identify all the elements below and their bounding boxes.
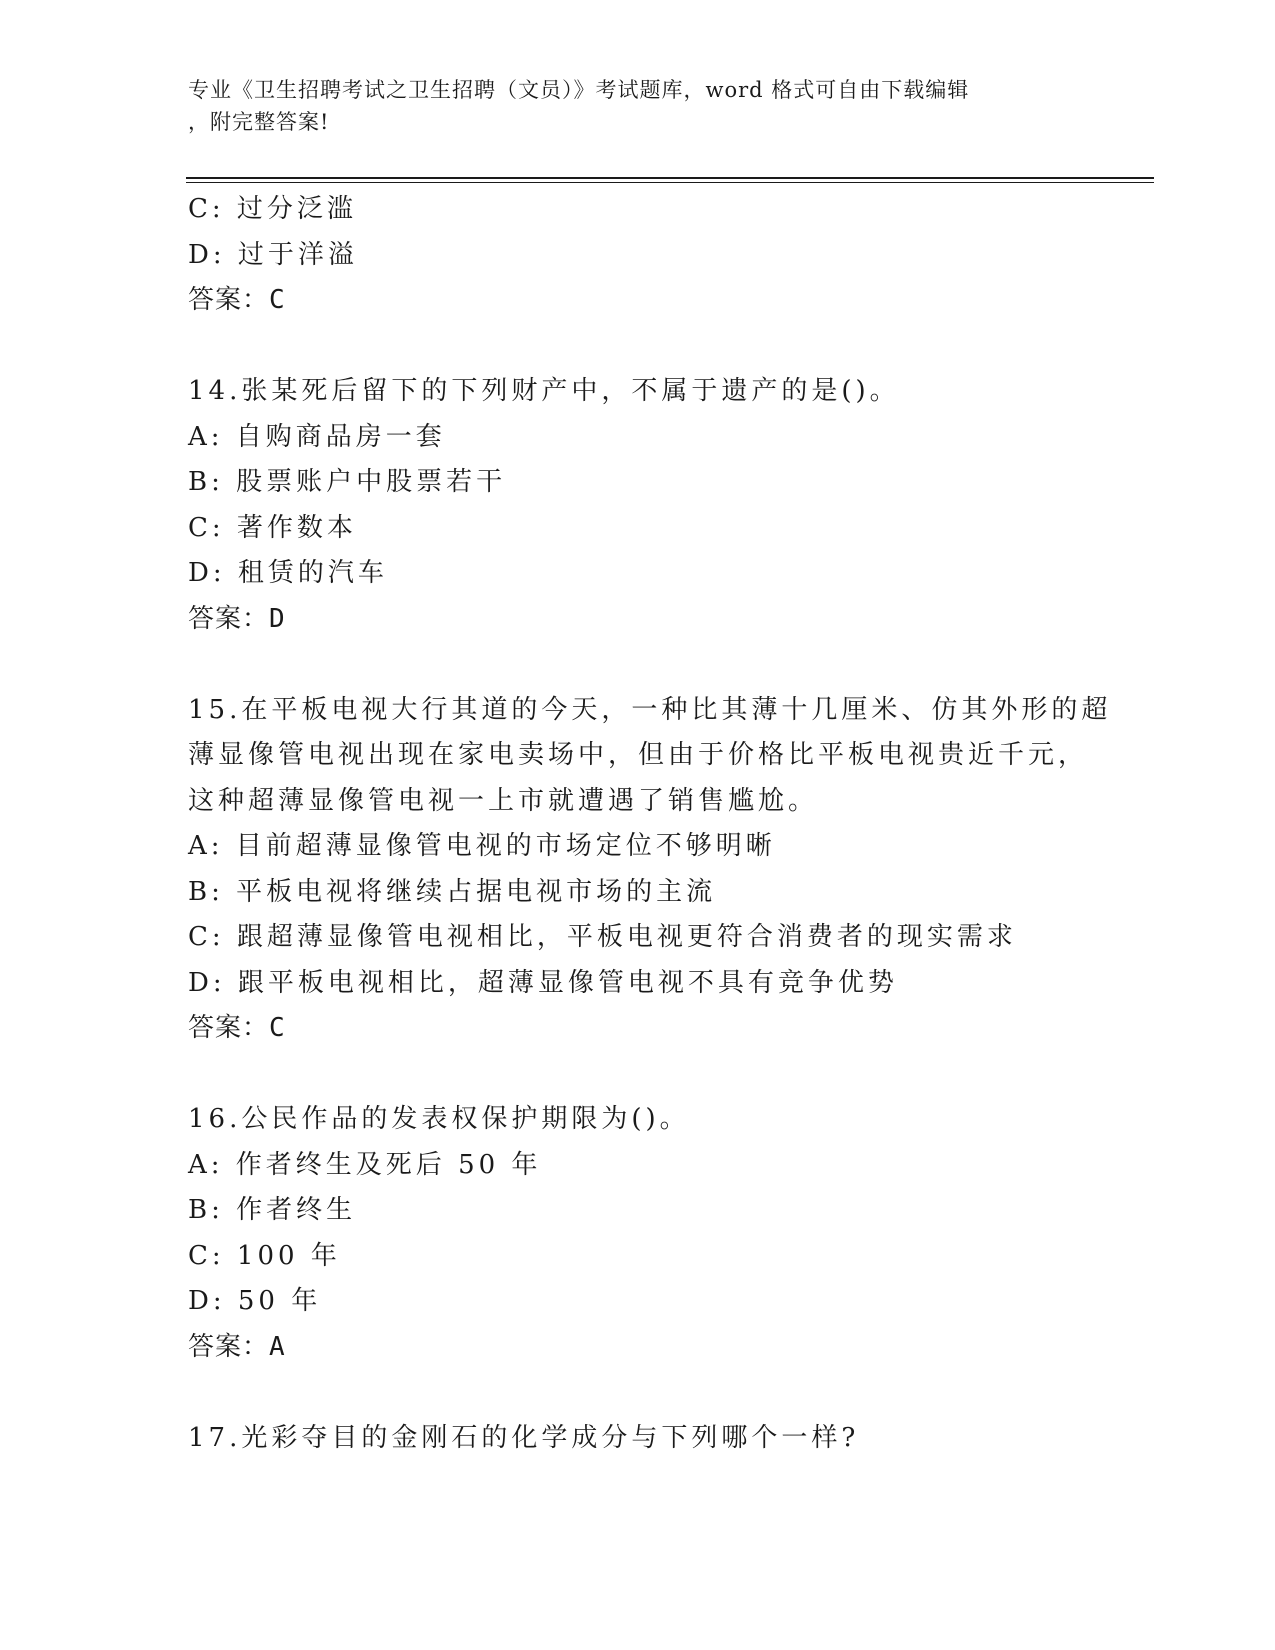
answer-line: 答案：D xyxy=(188,603,286,634)
answer-line: 答案：C xyxy=(188,285,286,315)
option-b: B: 平板电视将继续占据电视市场的主流 xyxy=(188,876,717,907)
option-a: A: 作者终生及死后 50 年 xyxy=(188,1149,542,1180)
question-14 xyxy=(188,369,1088,642)
option-d: D: 50 年 xyxy=(188,1286,322,1316)
question-13-tail xyxy=(188,187,1088,324)
question-17 xyxy=(188,1416,1088,1462)
question-stem-line-2: 薄显像管电视出现在家电卖场中，但由于价格比平板电视贵近千元， xyxy=(188,740,1089,770)
header-divider-thin xyxy=(186,182,1154,183)
option-c: C: 跟超薄显像管电视相比，平板电视更符合消费者的现实需求 xyxy=(188,922,1017,952)
option-b: B: 作者终生 xyxy=(188,1195,357,1225)
question-16 xyxy=(188,1097,1088,1370)
spacer xyxy=(188,1370,1088,1416)
page-header xyxy=(188,74,1068,138)
question-stem: 17.光彩夺目的金刚石的化学成分与下列哪个一样? xyxy=(188,1422,860,1453)
question-15 xyxy=(188,688,1112,1052)
question-stem-line-3: 这种超薄显像管电视一上市就遭遇了销售尴尬。 xyxy=(188,785,819,816)
question-stem-line-1: 15.在平板电视大行其道的今天，一种比其薄十几厘米、仿其外形的超 xyxy=(188,694,1112,725)
answer-line: 答案：C xyxy=(188,1013,286,1043)
option-b: B: 股票账户中股票若干 xyxy=(188,467,507,497)
option-c: C: 著作数本 xyxy=(188,512,357,543)
option-a: A: 自购商品房一套 xyxy=(188,421,446,452)
spacer xyxy=(188,324,1088,370)
question-stem: 16.公民作品的发表权保护期限为()。 xyxy=(188,1104,690,1134)
spacer xyxy=(188,642,1088,688)
spacer xyxy=(188,1052,1088,1098)
option-d: D: 租赁的汽车 xyxy=(188,558,388,588)
question-stem: 14.张某死后留下的下列财产中，不属于遗产的是()。 xyxy=(188,376,900,406)
answer-line: 答案：A xyxy=(188,1331,286,1362)
header-line-1: 专业《卫生招聘考试之卫生招聘（文员）》考试题库，word 格式可自由下载编辑 xyxy=(188,78,970,102)
option-d: D: 过于洋溢 xyxy=(188,239,358,270)
question-list xyxy=(188,187,1112,1461)
option-a: A: 目前超薄显像管电视的市场定位不够明晰 xyxy=(188,831,776,861)
option-c: C: 过分泛滥 xyxy=(188,194,357,224)
option-d: D: 跟平板电视相比，超薄显像管电视不具有竞争优势 xyxy=(188,967,898,998)
option-c: C: 100 年 xyxy=(188,1240,341,1271)
header-divider-thick xyxy=(186,177,1154,179)
header-line-2: ，附完整答案! xyxy=(188,110,330,134)
